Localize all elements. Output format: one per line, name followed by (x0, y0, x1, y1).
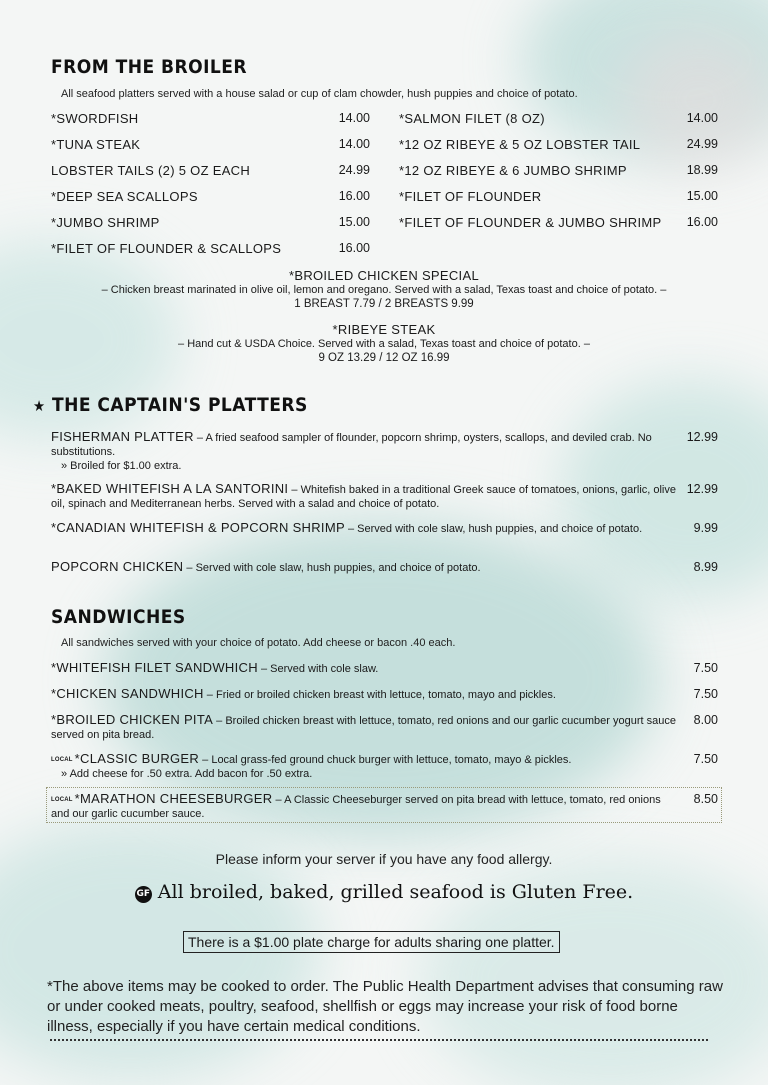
gluten-free-icon: GF (135, 886, 152, 903)
menu-item-name: *MARATHON CHEESEBURGER (74, 791, 273, 806)
menu-item-price: 8.50 (693, 792, 718, 806)
broiler-item-name: *FILET OF FLOUNDER & SCALLOPS (51, 241, 282, 256)
menu-item (51, 560, 676, 575)
sandwiches-note: All sandwiches served with your choice of potato. Add cheese or bacon .40 each. (61, 637, 456, 649)
chicken-special (0, 268, 768, 312)
broiler-item-price: 14.00 (338, 111, 370, 125)
menu-item-price: 7.50 (693, 752, 718, 766)
allergy-notice: Please inform your server if you have any food allergy. (215, 851, 553, 867)
menu-item (51, 687, 676, 702)
plate-charge-notice: There is a $1.00 plate charge for adults sharing one platter. (183, 931, 560, 953)
ribeye-desc: – Hand cut & USDA Choice. Served with a salad, Texas toast and choice of potato. – (178, 338, 590, 350)
menu-item-name: *WHITEFISH FILET SANDWHICH (51, 660, 258, 675)
menu-item-desc: – Broiled chicken breast with lettuce, tomato, red onions and our garlic cucumber yogurt sauce served on pita bread. (51, 715, 676, 741)
menu-item (51, 792, 676, 821)
broiler-item-price: 14.00 (686, 111, 718, 125)
local-badge: LOCAL (51, 797, 73, 803)
menu-item-desc: – Local grass-fed ground chuck burger with lettuce, tomato, mayo & pickles. (199, 754, 572, 766)
broiler-item-name: *DEEP SEA SCALLOPS (51, 189, 198, 204)
menu-item-price: 8.99 (693, 560, 718, 574)
gluten-free-text: All broiled, baked, grilled seafood is Gluten Free. (157, 881, 634, 903)
menu-item-desc: – A Classic Cheeseburger served on pita bread with lettuce, tomato, red onions and our garlic cucumber sauce. (51, 794, 661, 820)
local-badge: LOCAL (51, 757, 73, 763)
footer-divider (50, 1039, 708, 1041)
broiler-heading: FROM THE BROILER (51, 56, 248, 78)
ribeye-title: *RIBEYE STEAK (332, 322, 436, 337)
broiler-note: All seafood platters served with a house salad or cup of clam chowder, hush puppies and choice of potato. (61, 88, 578, 100)
captains-heading-text: THE CAPTAIN'S PLATTERS (51, 394, 308, 416)
broiler-item-price: 14.00 (338, 137, 370, 151)
menu-item-sub: » Add cheese for .50 extra. Add bacon for .50 extra. (61, 768, 313, 780)
chicken-special-prices: 1 BREAST 7.79 / 2 BREASTS 9.99 (294, 298, 474, 310)
menu-item-desc: – Whitefish baked in a traditional Greek sauce of tomatoes, onions, garlic, olive oil, spinach and Mediterranean herbs. Served with a salad and choice of potato. (51, 484, 676, 510)
broiler-item-name: LOBSTER TAILS (2) 5 OZ EACH (51, 163, 251, 178)
menu-item (51, 713, 676, 742)
menu-item-desc: – A fried seafood sampler of flounder, popcorn shrimp, oysters, scallops, and deviled crab. No substitutions. (51, 432, 652, 458)
broiler-item-name: *TUNA STEAK (51, 137, 141, 152)
broiler-item-price: 15.00 (686, 189, 718, 203)
broiler-item-name: *12 OZ RIBEYE & 6 JUMBO SHRIMP (399, 163, 627, 178)
menu-item (51, 482, 676, 511)
menu-item-name: *BROILED CHICKEN PITA (51, 712, 214, 727)
menu-item-price: 7.50 (693, 661, 718, 675)
captains-heading (33, 394, 308, 416)
menu-item-name: *CANADIAN WHITEFISH & POPCORN SHRIMP (51, 520, 345, 535)
broiler-item-price: 16.00 (338, 189, 370, 203)
menu-item-name: *BAKED WHITEFISH A LA SANTORINI (51, 481, 289, 496)
ribeye-steak (0, 322, 768, 366)
menu-item-price: 12.99 (686, 430, 718, 444)
broiler-item-name: *JUMBO SHRIMP (51, 215, 160, 230)
menu-item-price: 12.99 (686, 482, 718, 496)
sandwiches-heading: SANDWICHES (51, 606, 186, 628)
broiler-item-price: 24.99 (338, 163, 370, 177)
menu-item (51, 661, 676, 676)
broiler-item-name: *FILET OF FLOUNDER & JUMBO SHRIMP (399, 215, 662, 230)
menu-item-desc: – Served with cole slaw. (257, 663, 379, 675)
menu-item-sub: » Broiled for $1.00 extra. (61, 460, 182, 472)
menu-item-desc: – Served with cole slaw, hush puppies, and choice of potato. (183, 562, 481, 574)
menu-item-name: FISHERMAN PLATTER (51, 429, 194, 444)
broiler-item-price: 16.00 (686, 215, 718, 229)
menu-item (51, 430, 676, 473)
broiler-item-name: *12 OZ RIBEYE & 5 OZ LOBSTER TAIL (399, 137, 641, 152)
broiler-item-price: 15.00 (338, 215, 370, 229)
broiler-item-price: 24.99 (686, 137, 718, 151)
menu-item-price: 7.50 (693, 687, 718, 701)
menu-item-desc: – Fried or broiled chicken breast with lettuce, tomato, mayo and pickles. (203, 689, 556, 701)
broiler-item-name: *FILET OF FLOUNDER (399, 189, 542, 204)
menu-item-name: *CHICKEN SANDWHICH (51, 686, 204, 701)
menu-item-price: 9.99 (693, 521, 718, 535)
broiler-item-name: *SALMON FILET (8 OZ) (399, 111, 545, 126)
menu-item-name: POPCORN CHICKEN (51, 559, 184, 574)
broiler-item-price: 16.00 (338, 241, 370, 255)
menu-item-price: 8.00 (693, 713, 718, 727)
menu-item (51, 752, 676, 781)
ribeye-prices: 9 OZ 13.29 / 12 OZ 16.99 (318, 352, 450, 364)
menu-item (51, 521, 676, 536)
chicken-special-title: *BROILED CHICKEN SPECIAL (289, 268, 479, 283)
star-icon: ★ (33, 397, 46, 415)
menu-item-name: *CLASSIC BURGER (74, 751, 200, 766)
chicken-special-desc: – Chicken breast marinated in olive oil, lemon and oregano. Served with a salad, Texas toast and choice of potato. – (101, 284, 667, 296)
menu-item-desc: – Served with cole slaw, hush puppies, and choice of potato. (344, 523, 643, 535)
health-disclaimer: *The above items may be cooked to order. The Public Health Department advises that consuming raw or under cooked meats, poultry, seafood, shellfish or eggs may increase your risk of food borne illness, especially if you have certain medical conditions. (47, 978, 723, 1035)
broiler-item-name: *SWORDFISH (51, 111, 139, 126)
broiler-item-price: 18.99 (686, 163, 718, 177)
gluten-free-notice (0, 881, 768, 903)
